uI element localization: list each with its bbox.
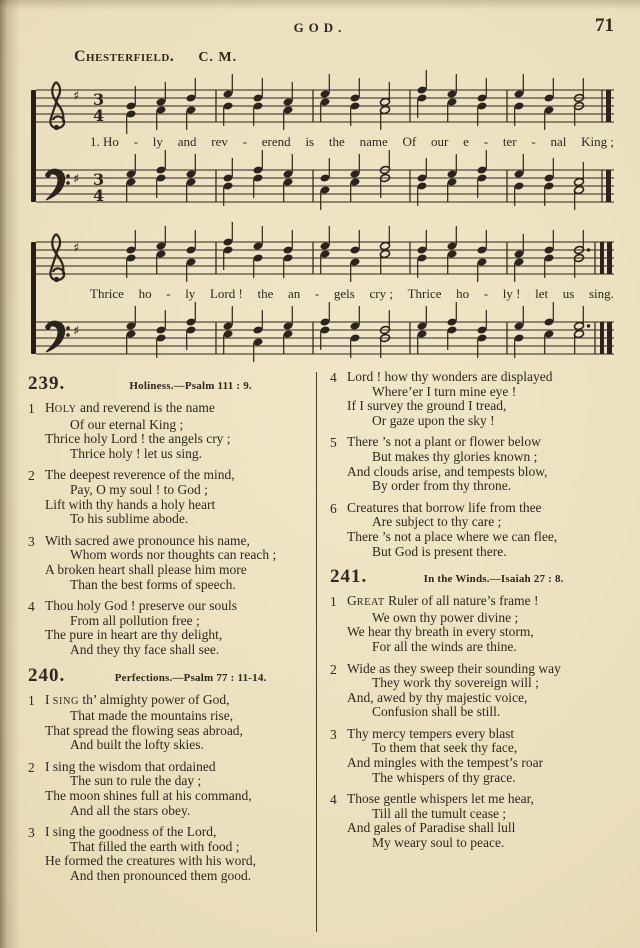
lyric-syllable: ho — [456, 286, 470, 301]
section-title: GOD. — [293, 20, 347, 35]
verse-line: The sun to rule the day ; — [70, 773, 202, 789]
verse-line: To them that seek thy face, — [372, 740, 518, 756]
verse-line: The deepest reverence of the mind, — [45, 467, 235, 483]
tune-title: Chesterfield. — [74, 48, 175, 65]
verse-line: Whom words nor thoughts can reach ; — [70, 547, 277, 563]
verse-lines — [45, 760, 316, 818]
hymn-heading — [28, 373, 316, 395]
verse-number: 3 — [28, 533, 35, 549]
bass-clef-icon — [66, 333, 70, 337]
small-caps-lead: OLY — [54, 404, 77, 415]
verse-number: 3 — [28, 825, 35, 841]
final-barline — [606, 90, 611, 122]
verse-line: There ’s not a place where we can flee, — [347, 528, 558, 544]
lyric-syllable: - — [133, 134, 139, 149]
verse-line: I SING th’ almighty power of God, — [45, 691, 230, 707]
page-top-shadow — [0, 0, 640, 10]
lyric-syllable: - — [531, 134, 536, 149]
verse-line: I sing the wisdom that ordained — [45, 758, 216, 774]
verse-line: And gales of Paradise shall lull — [347, 820, 516, 836]
tune-meter: C. M. — [198, 50, 238, 65]
verse-lines — [45, 825, 316, 883]
music-block — [0, 76, 640, 364]
verse-line: And clouds arise, and tempests blow, — [347, 463, 548, 479]
verse-lines — [347, 501, 620, 559]
verse-line: And they thy face shall see. — [70, 641, 220, 657]
lyric-syllable: Thrice — [407, 286, 442, 301]
lyric-syllable: e — [463, 134, 469, 149]
verse-number: 1 — [28, 692, 35, 708]
verse — [28, 468, 316, 526]
key-signature-sharp: ♯ — [73, 172, 80, 187]
verse-number: 1 — [28, 401, 35, 416]
verse-line: Thou holy God ! preserve our souls — [45, 598, 237, 614]
verse — [28, 693, 316, 753]
verse-lines — [45, 468, 316, 526]
lyric-syllable: ly — [185, 286, 196, 301]
verse-line: HOLY and reverend is the name — [45, 400, 215, 415]
lyric-syllable: - — [166, 286, 171, 301]
verse-lines — [347, 662, 620, 720]
double-barline — [600, 322, 604, 354]
verse-line: There ’s not a plant or flower below — [347, 434, 541, 450]
verse-line: If I survey the ground I tread, — [347, 398, 507, 414]
verse-line: I sing the goodness of the Lord, — [45, 824, 217, 840]
lyric-syllable: - — [483, 134, 489, 149]
page-number: 71 — [595, 15, 614, 36]
lyric-syllable: the — [257, 286, 274, 301]
verse-line: And all the stars obey. — [70, 802, 191, 818]
verse — [28, 401, 316, 461]
lyric-syllable: Lord ! — [209, 286, 243, 301]
time-signature-denominator: 4 — [93, 186, 105, 205]
hymn-column-left — [28, 370, 316, 932]
verse-lines — [45, 534, 316, 592]
double-barline — [600, 242, 604, 274]
hymn-heading — [28, 665, 316, 687]
verse-line: Thrice holy ! let us sing. — [70, 445, 202, 461]
verse-lines — [45, 693, 316, 753]
verse — [330, 501, 620, 559]
lyric-syllable: ter — [502, 134, 517, 149]
verse-line: But makes thy glories known ; — [372, 448, 538, 464]
verse-line: The moon shines full at his command, — [45, 788, 252, 804]
verse-number: 4 — [28, 599, 35, 615]
lyric-syllable: sing. — [588, 286, 614, 301]
time-signature-numerator: 3 — [93, 90, 105, 109]
lyric-syllable: erend — [261, 134, 291, 149]
verse-line: That spread the flowing seas abroad, — [45, 722, 243, 738]
verse-line: Than the best forms of speech. — [70, 576, 236, 592]
verse-line: That made the mountains rise, — [70, 708, 234, 724]
small-caps-lead: SING — [49, 695, 79, 707]
small-caps-lead: REAT — [356, 597, 385, 609]
hymn-number: 240. — [28, 664, 66, 686]
verse-number: 5 — [330, 435, 337, 451]
lyric-syllable: the — [328, 134, 345, 149]
lyric-syllable: gels — [333, 286, 355, 301]
music-system-1 — [0, 76, 640, 212]
verse — [330, 792, 620, 850]
verse-line: For all the winds are thine. — [372, 638, 517, 654]
lyric-syllable: - — [314, 286, 320, 301]
hymn-caption: Perfections.—Psalm 77 : 11-14. — [114, 671, 267, 684]
lyric-syllable: name — [359, 134, 388, 149]
hymn-column-right — [317, 370, 620, 932]
verse — [330, 370, 620, 428]
verse-line: Those gentle whispers let me hear, — [347, 791, 534, 807]
verse-line: My weary soul to peace. — [372, 835, 505, 851]
verse-number: 1 — [330, 594, 337, 610]
lyric-syllable: let — [535, 286, 549, 301]
verse-line: But God is present there. — [372, 543, 507, 559]
lyric-syllable: and — [177, 134, 197, 149]
verse-lines — [347, 727, 620, 785]
verse-number: 2 — [330, 661, 337, 677]
augmentation-dot — [587, 324, 590, 327]
double-barline — [607, 322, 612, 354]
verse-number: 3 — [330, 726, 337, 742]
verse-line: Are subject to thy care ; — [372, 514, 502, 530]
verse-line: And mingles with the tempest’s roar — [347, 755, 544, 771]
verse — [28, 825, 316, 883]
hymn-heading — [330, 566, 620, 588]
hymn-number: 241. — [330, 566, 368, 588]
lyrics-line-1 — [36, 134, 640, 154]
verse — [330, 435, 620, 493]
bass-clef-icon — [66, 174, 70, 178]
verse-line: By order from thy throne. — [372, 478, 512, 494]
verse — [330, 594, 620, 654]
lyric-syllable: King ; — [581, 134, 614, 149]
hymn-text-columns — [0, 370, 640, 932]
verse-line: Where’er I turn mine eye ! — [372, 383, 517, 399]
verse-line: With sacred awe pronounce his name, — [45, 532, 250, 548]
lyric-syllable: an — [287, 286, 301, 301]
verse-line: Wide as they sweep their sounding way — [347, 660, 561, 676]
augmentation-dot — [587, 248, 590, 251]
lyric-syllable: rev — [211, 134, 228, 149]
bass-staff-1 — [36, 156, 614, 212]
verse-line: Creatures that borrow life from thee — [347, 499, 542, 515]
verse-lines — [347, 792, 620, 850]
lyric-syllable: Thrice — [90, 286, 124, 301]
verse-line: That filled the earth with food ; — [70, 838, 240, 854]
key-signature-sharp: ♯ — [73, 89, 80, 104]
running-head — [0, 12, 640, 36]
treble-staff-1 — [36, 76, 614, 132]
verse-line: Confusion shall be still. — [372, 704, 501, 720]
verse-line: The pure in heart are thy delight, — [45, 627, 223, 643]
double-barline — [607, 242, 612, 274]
hymn-caption: Holiness.—Psalm 111 : 9. — [129, 380, 252, 392]
lyric-syllable: is — [305, 134, 315, 149]
verse-line: A broken heart shall please him more — [45, 561, 247, 577]
lyric-syllable: cry ; — [369, 286, 393, 301]
bass-clef-icon — [45, 172, 51, 178]
bass-clef-icon — [66, 181, 70, 185]
verse-number: 4 — [330, 370, 337, 385]
treble-clef-icon — [54, 277, 59, 282]
lyric-syllable: 1. Ho — [90, 134, 119, 149]
verse-line: We hear thy breath in every storm, — [347, 624, 534, 640]
verse-line: Till all the tumult cease ; — [372, 805, 507, 821]
verse-number: 6 — [330, 500, 337, 516]
lyric-syllable: our — [431, 134, 449, 149]
system-barline — [31, 90, 36, 202]
treble-staff-2 — [36, 228, 614, 284]
lyric-syllable: us — [562, 286, 575, 301]
verse — [28, 760, 316, 818]
lyrics-line-2 — [36, 286, 640, 306]
lyric-syllable: ly ! — [502, 286, 521, 301]
lyric-syllable: - — [242, 134, 247, 149]
verse-line: Thrice holy Lord ! the angels cry ; — [45, 431, 231, 447]
final-barline — [606, 170, 611, 202]
lyric-syllable: ho — [138, 286, 152, 301]
verse-line: Pay, O my soul ! to God ; — [70, 481, 208, 497]
verse-line: Of our eternal King ; — [70, 416, 184, 432]
verse — [330, 662, 620, 720]
time-signature-numerator: 3 — [93, 170, 105, 189]
time-signature-denominator: 4 — [93, 106, 105, 125]
verse-line: And, awed by thy majestic voice, — [347, 689, 528, 705]
verse-line: From all pollution free ; — [70, 612, 200, 628]
verse-line: Thy mercy tempers every blast — [347, 725, 515, 741]
lyric-syllable: - — [483, 286, 489, 301]
verse-line: And then pronounced them good. — [70, 868, 252, 884]
verse-lines — [347, 370, 620, 428]
verse-line: The whispers of thy grace. — [372, 769, 516, 785]
music-system-2 — [0, 228, 640, 364]
lyric-syllable: ly — [152, 134, 163, 149]
verse — [28, 534, 316, 592]
key-signature-sharp: ♯ — [73, 324, 80, 339]
treble-clef-icon — [54, 125, 59, 130]
bass-clef-icon — [45, 324, 51, 330]
verse-lines — [45, 401, 316, 461]
verse-line: And built the lofty skies. — [70, 737, 204, 753]
verse-line: Lord ! how thy wonders are displayed — [347, 369, 553, 384]
verse-line: He formed the creatures with his word, — [45, 853, 257, 869]
verse-number: 2 — [28, 468, 35, 484]
lyric-syllable: Of — [402, 134, 417, 149]
verse-line: We own thy power divine ; — [372, 609, 519, 625]
verse-lines — [45, 599, 316, 657]
tune-heading — [74, 48, 640, 68]
verse-line: GREAT Ruler of all nature’s frame ! — [347, 593, 539, 609]
hymn-number: 239. — [28, 373, 66, 394]
verse-lines — [347, 594, 620, 654]
key-signature-sharp: ♯ — [73, 241, 80, 256]
bass-clef-icon — [66, 326, 70, 330]
bass-staff-2 — [36, 308, 614, 364]
verse-line: To his sublime abode. — [70, 511, 189, 527]
verse-line: Or gaze upon the sky ! — [372, 412, 495, 428]
verse-lines — [347, 435, 620, 493]
hymn-caption: In the Winds.—Isaiah 27 : 8. — [423, 573, 564, 586]
verse-number: 4 — [330, 792, 337, 808]
system-barline — [31, 242, 36, 354]
verse-line: They work thy sovereign will ; — [372, 675, 539, 691]
verse-line: Lift with thy hands a holy heart — [45, 496, 216, 512]
lyric-syllable: nal — [550, 134, 567, 149]
verse — [28, 599, 316, 657]
verse — [330, 727, 620, 785]
verse-number: 2 — [28, 759, 35, 775]
